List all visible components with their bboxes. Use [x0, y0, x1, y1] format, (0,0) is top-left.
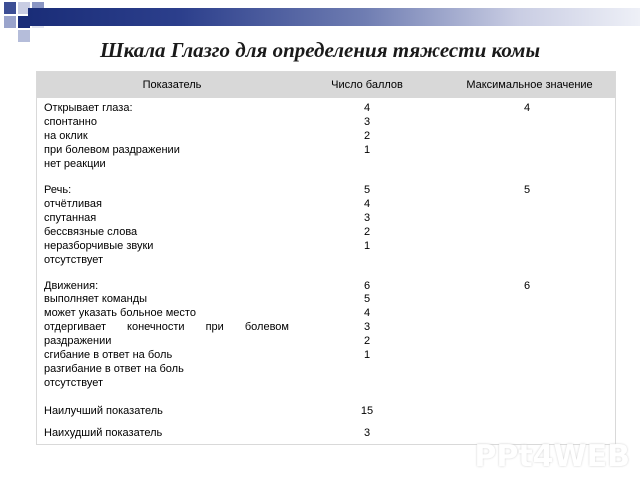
speech-item: спутанная — [44, 212, 97, 224]
eyes-item: нет реакции — [44, 158, 106, 170]
speech-item: неразборчивые звуки — [44, 240, 154, 252]
movement-item: разгибание в ответ на боль — [44, 363, 184, 375]
movement-item: выполняет команды — [44, 293, 148, 305]
speech-points: 3 — [363, 212, 371, 224]
eyes-item: на оклик — [44, 130, 88, 142]
movement-points: 2 — [363, 335, 371, 347]
movement-points: 3 — [363, 321, 371, 333]
header-max: Максимальное значение — [466, 79, 593, 91]
watermark: PPt4WEB — [474, 439, 630, 474]
eyes-item: спонтанно — [44, 116, 97, 128]
speech-item: отчётливая — [44, 198, 102, 210]
table-header-row — [37, 72, 615, 98]
speech-points: 5 — [363, 184, 371, 196]
movement-points: 4 — [363, 307, 371, 319]
eyes-points: 1 — [363, 144, 371, 156]
best-score-label: Наилучший показатель — [44, 405, 163, 417]
eyes-title: Открывает глаза: — [44, 102, 133, 114]
movement-item: отдергивает конечности при болевом — [44, 321, 289, 333]
movement-title: Движения: — [44, 280, 99, 292]
eyes-points: 3 — [363, 116, 371, 128]
eyes-item: при болевом раздражении — [44, 144, 180, 156]
header-band — [28, 8, 640, 26]
movement-points: 5 — [363, 293, 371, 305]
movement-max: 6 — [523, 280, 531, 292]
speech-item: отсутствует — [44, 254, 104, 266]
header-points: Число баллов — [331, 79, 403, 91]
speech-points: 1 — [363, 240, 371, 252]
movement-item: может указать больное место — [44, 307, 196, 319]
movement-item: сгибание в ответ на боль — [44, 349, 173, 361]
glasgow-table — [36, 71, 616, 445]
best-score-value: 15 — [360, 405, 374, 417]
movement-points: 6 — [363, 280, 371, 292]
worst-score-value: 3 — [363, 427, 371, 439]
movement-item: отсутствует — [44, 377, 104, 389]
speech-max: 5 — [523, 184, 531, 196]
speech-points: 4 — [363, 198, 371, 210]
worst-score-label: Наихудший показатель — [44, 427, 163, 439]
eyes-points: 4 — [363, 102, 371, 114]
eyes-max: 4 — [523, 102, 531, 114]
movement-item: раздражении — [44, 335, 112, 347]
header-indicator: Показатель — [142, 79, 202, 91]
speech-title: Речь: — [44, 184, 72, 196]
eyes-points: 2 — [363, 130, 371, 142]
movement-points: 1 — [363, 349, 371, 361]
slide-title: Шкала Глазго для определения тяжести комы — [99, 38, 541, 62]
speech-points: 2 — [363, 226, 371, 238]
speech-item: бессвязные слова — [44, 226, 138, 238]
